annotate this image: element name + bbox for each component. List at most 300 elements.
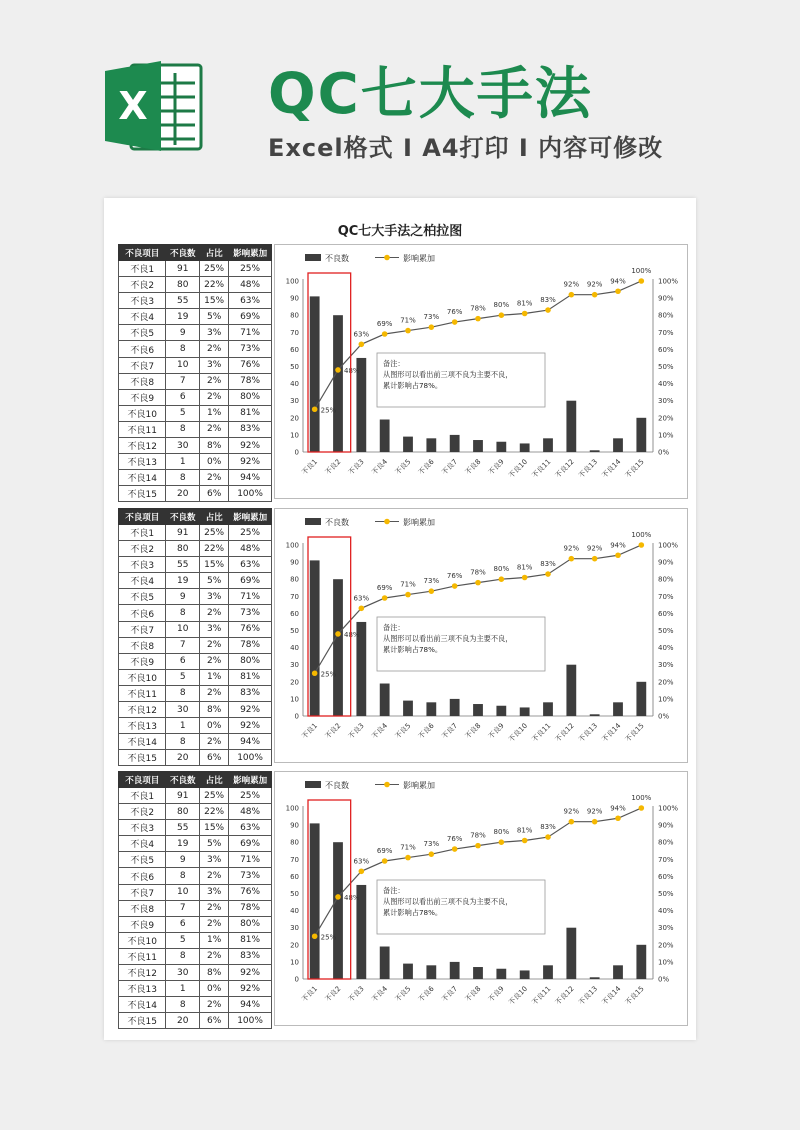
left-tick-label: 80 <box>290 311 299 320</box>
right-tick-label: 20% <box>658 414 674 423</box>
category-label: 不良14 <box>600 457 623 480</box>
bar-不良13 <box>590 450 600 452</box>
table-cell: 30 <box>166 965 200 981</box>
table-cell: 25% <box>200 788 229 804</box>
cumulative-data-label: 92% <box>586 544 603 553</box>
table-cell: 2% <box>200 900 229 916</box>
table-cell: 不良2 <box>119 804 166 820</box>
bar-不良9 <box>496 706 506 716</box>
legend-bar-swatch <box>305 254 321 261</box>
bar-不良4 <box>380 684 390 716</box>
table-cell: 不良9 <box>119 653 166 669</box>
category-label: 不良2 <box>323 984 343 1004</box>
table-row <box>119 804 272 820</box>
cumulative-point <box>312 933 318 939</box>
category-label: 不良9 <box>487 721 506 741</box>
table-cell: 3% <box>200 621 229 637</box>
table-cell: 3% <box>200 884 229 900</box>
table-cell: 69% <box>229 573 272 589</box>
defect-table <box>118 508 272 766</box>
cumulative-data-label: 92% <box>586 280 603 289</box>
table-row <box>119 900 272 916</box>
category-label: 不良12 <box>553 984 576 1007</box>
table-row <box>119 454 272 470</box>
table-cell: 7 <box>166 900 200 916</box>
right-tick-label: 50% <box>658 890 674 898</box>
pareto-chart <box>274 244 688 499</box>
table-cell: 2% <box>200 916 229 932</box>
table-cell: 不良10 <box>119 932 166 948</box>
table-cell: 94% <box>229 734 272 750</box>
table-cell: 30 <box>166 702 200 718</box>
table-cell: 8 <box>166 868 200 884</box>
cumulative-data-label: 71% <box>400 843 416 852</box>
bar-不良7 <box>450 699 460 716</box>
table-cell: 19 <box>166 309 200 325</box>
table-cell: 8 <box>166 341 200 357</box>
category-label: 不良15 <box>623 721 646 744</box>
category-label: 不良13 <box>577 721 600 744</box>
table-row <box>119 653 272 669</box>
bar-不良13 <box>590 714 600 716</box>
table-cell: 22% <box>200 277 229 293</box>
table-cell: 0% <box>200 454 229 470</box>
category-label: 不良1 <box>300 721 320 741</box>
svg-text:X: X <box>118 84 148 128</box>
table-cell: 15% <box>200 557 229 573</box>
legend-bar-swatch <box>305 518 321 525</box>
cumulative-point <box>475 580 481 586</box>
category-label: 不良13 <box>577 457 600 480</box>
table-row <box>119 669 272 685</box>
cumulative-point <box>499 576 505 582</box>
bar-不良10 <box>520 970 530 979</box>
cumulative-point <box>335 631 341 637</box>
right-tick-label: 50% <box>658 363 674 371</box>
left-tick-label: 30 <box>290 397 299 406</box>
table-cell: 不良12 <box>119 965 166 981</box>
table-cell: 7 <box>166 373 200 389</box>
table-cell: 91 <box>166 525 200 541</box>
table-row <box>119 421 272 437</box>
table-cell: 76% <box>229 621 272 637</box>
cumulative-point <box>592 556 598 562</box>
bar-不良14 <box>613 438 623 452</box>
cumulative-point <box>405 855 411 861</box>
pareto-block <box>118 244 688 507</box>
bar-不良6 <box>426 702 436 716</box>
table-cell: 80% <box>229 653 272 669</box>
category-label: 不良11 <box>530 984 553 1007</box>
category-label: 不良5 <box>393 457 413 477</box>
pareto-chart-svg <box>275 772 689 1027</box>
bar-不良14 <box>613 965 623 979</box>
table-cell: 2% <box>200 373 229 389</box>
cumulative-data-label: 81% <box>516 299 533 308</box>
cumulative-data-label: 78% <box>470 831 486 840</box>
table-cell: 不良6 <box>119 868 166 884</box>
left-tick-label: 80 <box>290 838 299 847</box>
table-cell: 15% <box>200 293 229 309</box>
left-tick-label: 20 <box>290 678 299 687</box>
cumulative-point <box>569 819 575 825</box>
right-tick-label: 10% <box>658 958 674 967</box>
category-label: 不良15 <box>623 457 646 480</box>
cumulative-data-label: 92% <box>586 807 603 816</box>
category-label: 不良1 <box>300 457 320 477</box>
category-label: 不良8 <box>463 457 483 477</box>
category-label: 不良7 <box>440 984 460 1004</box>
cumulative-data-label: 78% <box>470 568 486 577</box>
table-cell: 6% <box>200 486 229 502</box>
right-tick-label: 30% <box>658 397 674 406</box>
table-cell: 8 <box>166 948 200 964</box>
table-cell: 不良1 <box>119 788 166 804</box>
table-cell: 不良7 <box>119 884 166 900</box>
right-tick-label: 70% <box>658 592 674 601</box>
left-tick-label: 50 <box>290 363 299 371</box>
bar-不良15 <box>636 418 646 452</box>
table-cell: 20 <box>166 1013 200 1029</box>
table-cell: 3% <box>200 357 229 373</box>
pareto-chart <box>274 771 688 1026</box>
table-cell: 10 <box>166 884 200 900</box>
table-cell: 19 <box>166 573 200 589</box>
table-cell: 不良15 <box>119 486 166 502</box>
cumulative-point <box>522 575 528 581</box>
table-cell: 6 <box>166 389 200 405</box>
category-label: 不良14 <box>600 721 623 744</box>
table-row <box>119 277 272 293</box>
table-cell: 2% <box>200 997 229 1013</box>
cumulative-point <box>499 312 505 318</box>
left-tick-label: 10 <box>290 958 299 967</box>
table-row <box>119 981 272 997</box>
legend-label: 影响累加 <box>403 254 435 263</box>
table-cell: 92% <box>229 981 272 997</box>
left-tick-label: 90 <box>290 558 299 567</box>
defect-table <box>118 771 272 1029</box>
category-label: 不良6 <box>417 457 436 477</box>
category-label: 不良2 <box>323 457 343 477</box>
table-cell: 不良4 <box>119 836 166 852</box>
cumulative-data-label: 71% <box>400 580 416 589</box>
table-cell: 不良13 <box>119 981 166 997</box>
table-row <box>119 852 272 868</box>
table-cell: 8% <box>200 965 229 981</box>
category-label: 不良5 <box>393 721 413 741</box>
right-tick-label: 90% <box>658 294 674 303</box>
bar-不良8 <box>473 704 483 716</box>
table-row <box>119 916 272 932</box>
table-cell: 63% <box>229 820 272 836</box>
left-tick-label: 20 <box>290 941 299 950</box>
table-cell: 不良6 <box>119 605 166 621</box>
cumulative-data-label: 25% <box>320 670 337 679</box>
table-cell: 8 <box>166 605 200 621</box>
table-row <box>119 261 272 277</box>
cumulative-data-label: 80% <box>493 565 510 574</box>
table-cell: 76% <box>229 884 272 900</box>
table-cell: 5% <box>200 573 229 589</box>
category-label: 不良11 <box>530 721 553 744</box>
left-tick-label: 20 <box>290 414 299 423</box>
table-row <box>119 948 272 964</box>
defect-table <box>118 244 272 502</box>
cumulative-point <box>312 406 318 412</box>
table-cell: 9 <box>166 852 200 868</box>
table-row <box>119 734 272 750</box>
legend-marker <box>384 519 390 525</box>
cumulative-data-label: 80% <box>493 301 510 310</box>
category-label: 不良4 <box>370 984 390 1004</box>
category-label: 不良7 <box>440 721 460 741</box>
table-cell: 83% <box>229 948 272 964</box>
left-tick-label: 0 <box>294 975 299 984</box>
category-label: 不良9 <box>487 984 506 1004</box>
table-cell: 25% <box>229 261 272 277</box>
cumulative-data-label: 73% <box>423 840 440 849</box>
table-header-cell: 影响累加 <box>229 772 272 788</box>
table-cell: 6% <box>200 1013 229 1029</box>
category-label: 不良10 <box>507 457 530 480</box>
bar-不良10 <box>520 443 530 452</box>
legend-bar-swatch <box>305 781 321 788</box>
table-cell: 73% <box>229 341 272 357</box>
table-cell: 78% <box>229 373 272 389</box>
table-cell: 不良5 <box>119 325 166 341</box>
note-text: 从图形可以看出前三项不良为主要不良， <box>383 634 513 643</box>
right-tick-label: 100% <box>658 277 679 286</box>
table-row <box>119 884 272 900</box>
cumulative-point <box>639 278 645 284</box>
table-row <box>119 486 272 502</box>
sheet-title: QC七大手法之柏拉图 <box>337 224 463 239</box>
category-label: 不良12 <box>553 457 576 480</box>
table-cell: 不良6 <box>119 341 166 357</box>
table-cell: 92% <box>229 438 272 454</box>
cumulative-data-label: 94% <box>610 541 626 550</box>
table-cell: 5% <box>200 309 229 325</box>
table-cell: 不良11 <box>119 421 166 437</box>
right-tick-label: 0% <box>658 975 670 984</box>
table-cell: 不良9 <box>119 916 166 932</box>
category-label: 不良3 <box>347 457 366 477</box>
category-label: 不良7 <box>440 457 460 477</box>
cumulative-data-label: 94% <box>610 277 626 286</box>
bar-不良7 <box>450 962 460 979</box>
table-cell: 8% <box>200 438 229 454</box>
cumulative-data-label: 83% <box>540 823 556 832</box>
category-label: 不良6 <box>417 721 436 741</box>
right-tick-label: 60% <box>658 609 674 618</box>
category-label: 不良5 <box>393 984 413 1004</box>
table-row <box>119 788 272 804</box>
note-text: 累计影响占78%。 <box>383 908 443 917</box>
table-row <box>119 341 272 357</box>
bar-不良11 <box>543 702 553 716</box>
left-tick-label: 50 <box>290 627 299 635</box>
table-cell: 8 <box>166 421 200 437</box>
table-cell: 不良1 <box>119 261 166 277</box>
table-cell: 6% <box>200 750 229 766</box>
bar-不良8 <box>473 967 483 979</box>
table-cell: 不良4 <box>119 573 166 589</box>
cumulative-data-label: 78% <box>470 304 486 313</box>
category-label: 不良4 <box>370 457 390 477</box>
left-tick-label: 40 <box>290 644 299 653</box>
cumulative-data-label: 25% <box>320 406 337 415</box>
table-row <box>119 357 272 373</box>
bar-不良15 <box>636 945 646 979</box>
table-cell: 5 <box>166 405 200 421</box>
table-cell: 92% <box>229 454 272 470</box>
table-cell: 不良13 <box>119 454 166 470</box>
table-cell: 55 <box>166 557 200 573</box>
category-label: 不良11 <box>530 457 553 480</box>
table-row <box>119 309 272 325</box>
cumulative-data-label: 48% <box>344 366 360 375</box>
cumulative-data-label: 83% <box>540 560 556 569</box>
left-tick-label: 60 <box>290 609 299 618</box>
table-cell: 71% <box>229 852 272 868</box>
cumulative-point <box>522 838 528 844</box>
right-tick-label: 0% <box>658 712 670 721</box>
right-tick-label: 40% <box>658 380 674 389</box>
cumulative-data-label: 48% <box>344 630 360 639</box>
left-tick-label: 60 <box>290 345 299 354</box>
table-cell: 不良15 <box>119 1013 166 1029</box>
table-cell: 25% <box>200 261 229 277</box>
left-tick-label: 30 <box>290 661 299 670</box>
cumulative-point <box>312 670 318 676</box>
cumulative-data-label: 76% <box>446 835 463 844</box>
cumulative-data-label: 76% <box>446 308 463 317</box>
pareto-block <box>118 508 688 771</box>
cumulative-data-label: 71% <box>400 316 416 325</box>
left-tick-label: 90 <box>290 821 299 830</box>
table-cell: 10 <box>166 357 200 373</box>
cumulative-point <box>499 839 505 845</box>
table-cell: 78% <box>229 900 272 916</box>
table-header-cell: 占比 <box>200 245 229 261</box>
cumulative-point <box>569 556 575 562</box>
table-cell: 1 <box>166 981 200 997</box>
spreadsheet-preview <box>104 198 696 1040</box>
table-cell: 91 <box>166 788 200 804</box>
table-cell: 1% <box>200 405 229 421</box>
right-tick-label: 80% <box>658 311 674 320</box>
table-cell: 不良10 <box>119 669 166 685</box>
cumulative-point <box>359 605 365 611</box>
table-cell: 92% <box>229 718 272 734</box>
cumulative-point <box>545 834 551 840</box>
cumulative-data-label: 73% <box>423 577 440 586</box>
bar-不良2 <box>333 579 343 716</box>
pareto-chart-svg <box>275 509 689 764</box>
cumulative-point <box>545 571 551 577</box>
left-tick-label: 50 <box>290 890 299 898</box>
table-cell: 73% <box>229 605 272 621</box>
cumulative-data-label: 69% <box>376 847 393 856</box>
cumulative-point <box>382 858 388 864</box>
table-cell: 不良2 <box>119 541 166 557</box>
table-cell: 3% <box>200 325 229 341</box>
table-cell: 69% <box>229 309 272 325</box>
table-cell: 80 <box>166 804 200 820</box>
right-tick-label: 60% <box>658 345 674 354</box>
right-tick-label: 100% <box>658 804 679 813</box>
bar-不良14 <box>613 702 623 716</box>
cumulative-data-label: 25% <box>320 933 337 942</box>
note-text: 备注： <box>383 623 405 632</box>
table-cell: 100% <box>229 750 272 766</box>
table-cell: 不良5 <box>119 852 166 868</box>
cumulative-point <box>382 331 388 337</box>
table-row <box>119 325 272 341</box>
cumulative-data-label: 94% <box>610 804 626 813</box>
cumulative-data-label: 100% <box>631 794 652 802</box>
table-cell: 不良13 <box>119 718 166 734</box>
table-header-cell: 影响累加 <box>229 509 272 525</box>
cumulative-data-label: 100% <box>631 267 652 275</box>
table-cell: 2% <box>200 948 229 964</box>
table-cell: 不良2 <box>119 277 166 293</box>
left-tick-label: 80 <box>290 575 299 584</box>
category-label: 不良12 <box>553 721 576 744</box>
cumulative-data-label: 92% <box>563 544 580 553</box>
note-text: 累计影响占78%。 <box>383 645 443 654</box>
right-tick-label: 10% <box>658 695 674 704</box>
table-row <box>119 718 272 734</box>
table-cell: 1% <box>200 669 229 685</box>
cumulative-point <box>615 288 621 294</box>
table-row <box>119 820 272 836</box>
note-text: 备注： <box>383 886 405 895</box>
cumulative-point <box>592 819 598 825</box>
cumulative-data-label: 92% <box>563 807 580 816</box>
table-cell: 不良8 <box>119 637 166 653</box>
table-cell: 83% <box>229 421 272 437</box>
bar-不良9 <box>496 969 506 979</box>
table-cell: 80 <box>166 277 200 293</box>
left-tick-label: 90 <box>290 294 299 303</box>
cumulative-data-label: 76% <box>446 572 463 581</box>
table-cell: 不良12 <box>119 702 166 718</box>
cumulative-point <box>639 542 645 548</box>
cumulative-data-label: 73% <box>423 313 440 322</box>
bar-不良6 <box>426 965 436 979</box>
bar-不良1 <box>310 823 320 979</box>
left-tick-label: 30 <box>290 924 299 933</box>
cumulative-data-label: 83% <box>540 296 556 305</box>
table-cell: 8 <box>166 997 200 1013</box>
table-cell: 69% <box>229 836 272 852</box>
bar-不良13 <box>590 977 600 979</box>
cumulative-data-label: 63% <box>353 594 370 603</box>
table-row <box>119 605 272 621</box>
page-title: QC七大手法 <box>268 62 593 127</box>
table-header-cell: 不良数 <box>166 509 200 525</box>
note-text: 从图形可以看出前三项不良为主要不良， <box>383 897 513 906</box>
table-cell: 22% <box>200 541 229 557</box>
table-header-cell: 不良数 <box>166 245 200 261</box>
table-cell: 63% <box>229 293 272 309</box>
table-cell: 20 <box>166 750 200 766</box>
table-cell: 25% <box>229 525 272 541</box>
bar-不良12 <box>566 928 576 979</box>
category-label: 不良8 <box>463 721 483 741</box>
